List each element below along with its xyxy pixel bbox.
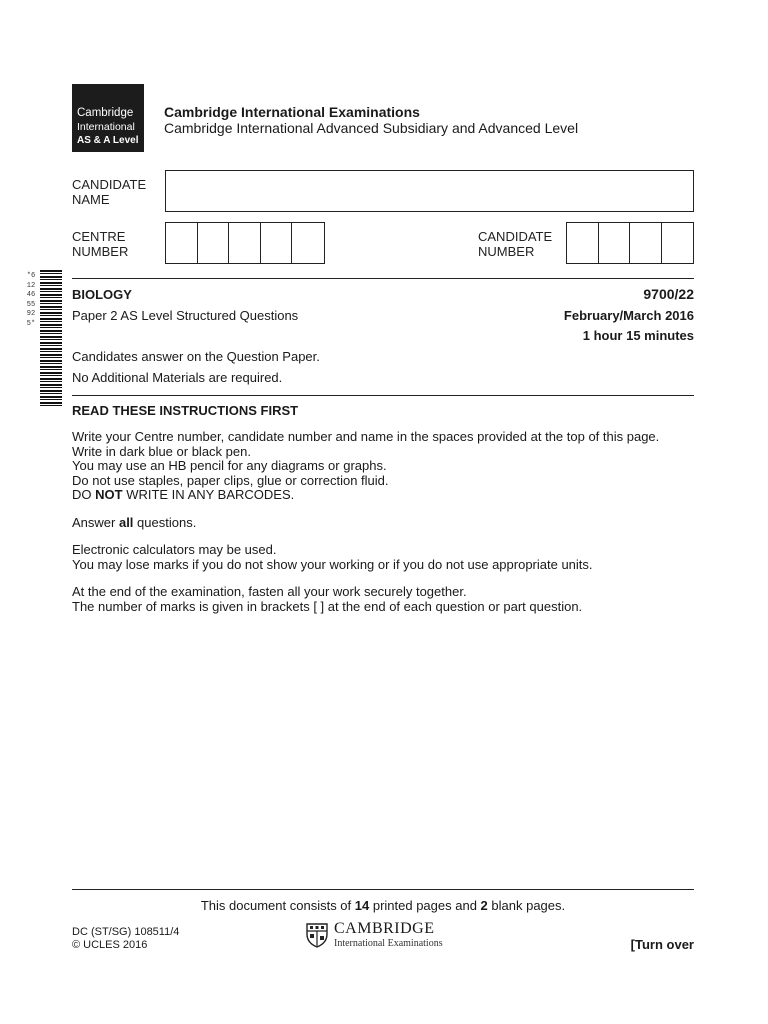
logo-line-1: Cambridge [77, 107, 134, 119]
centre-number-label [72, 229, 128, 259]
instruction-emphasis: all [118, 514, 134, 530]
centre-number-label-line2: NUMBER [72, 244, 129, 259]
centre-number-label-line1: CENTRE [72, 229, 126, 244]
candidate-number-boxes [566, 222, 694, 264]
cambridge-crest-icon [305, 922, 329, 948]
cambridge-as-a-level-logo [72, 84, 144, 152]
candidate-name-label-line2: NAME [72, 192, 110, 207]
page-count-text: printed pages and [369, 898, 481, 913]
instructions-paragraph-1 [72, 430, 712, 503]
candidate-number-digit-box[interactable] [567, 223, 599, 263]
page-count-note [72, 898, 694, 913]
document-reference [72, 926, 179, 952]
instruction-line: Electronic calculators may be used. [72, 542, 277, 557]
paper-code: 9700/22 [643, 286, 694, 302]
instructions-paragraph-4 [72, 585, 712, 614]
printed-pages-count: 14 [354, 898, 370, 913]
instruction-line: You may lose marks if you do not show your working or if you do not use appropriate units. [72, 556, 593, 572]
centre-number-boxes [165, 222, 325, 264]
candidate-name-label [72, 177, 146, 207]
instruction-text: questions. [133, 514, 197, 530]
candidate-number-digit-box[interactable] [662, 223, 693, 263]
candidate-number-digit-box[interactable] [599, 223, 631, 263]
instruction-line: Do not use staples, paper clips, glue or correction fluid. [72, 472, 389, 488]
centre-number-digit-box[interactable] [229, 223, 261, 263]
instructions-paragraph-2 [72, 516, 712, 531]
candidate-name-label-line1: CANDIDATE [72, 177, 147, 192]
exam-session: February/March 2016 [563, 308, 694, 323]
instruction-line [72, 516, 712, 531]
instruction-line: Write in dark blue or black pen. [72, 443, 251, 459]
instruction-line: The number of marks is given in brackets [ ] at the end of each question or part question. [72, 598, 583, 614]
candidate-number-label-line1: CANDIDATE [478, 229, 553, 244]
answer-instruction: Candidates answer on the Question Paper. [72, 349, 320, 364]
instruction-line [72, 488, 712, 503]
divider-bottom [72, 889, 694, 890]
blank-pages-count: 2 [480, 898, 488, 913]
logo-line-2: International [77, 121, 135, 133]
instruction-text: DO [72, 487, 96, 502]
instructions-paragraph-3 [72, 543, 712, 572]
page-count-text: This document consists of [200, 898, 355, 913]
candidate-number-digit-box[interactable] [630, 223, 662, 263]
exam-board-subtitle: Cambridge International Advanced Subsidiary and Advanced Level [164, 120, 579, 136]
subject-label: BIOLOGY [72, 287, 132, 302]
reference-code: DC (ST/SG) 108511/4 [72, 926, 180, 938]
divider-middle [72, 395, 694, 396]
instruction-line: You may use an HB pencil for any diagrams or graphs. [72, 458, 387, 473]
cambridge-wordmark-subtitle: International Examinations [334, 938, 443, 949]
candidate-number-label-line2: NUMBER [478, 244, 535, 259]
barcode [40, 270, 62, 406]
centre-number-digit-box[interactable] [198, 223, 230, 263]
page-count-text: blank pages. [487, 898, 566, 913]
materials-note: No Additional Materials are required. [72, 370, 283, 385]
instruction-text: WRITE IN ANY BARCODES. [122, 487, 295, 502]
instruction-line: At the end of the examination, fasten all your work securely together. [72, 584, 467, 599]
exam-duration: 1 hour 15 minutes [582, 328, 694, 343]
turn-over-note: [Turn over [630, 937, 694, 952]
exam-board-title: Cambridge International Examinations [164, 104, 420, 120]
candidate-number-label [478, 229, 552, 259]
cambridge-wordmark: CAMBRIDGE [334, 920, 435, 937]
instruction-emphasis: NOT [95, 487, 123, 502]
instructions-heading: READ THESE INSTRUCTIONS FIRST [72, 403, 299, 418]
logo-line-3: AS & A Level [77, 135, 139, 146]
centre-number-digit-box[interactable] [292, 223, 324, 263]
instruction-text: Answer [72, 514, 119, 530]
centre-number-digit-box[interactable] [261, 223, 293, 263]
candidate-name-field[interactable] [165, 170, 694, 212]
instructions-body [72, 430, 712, 627]
centre-number-digit-box[interactable] [166, 223, 198, 263]
copyright-notice: © UCLES 2016 [72, 939, 148, 951]
instruction-line: Write your Centre number, candidate number and name in the spaces provided at the top of this page. [72, 429, 660, 444]
paper-name: Paper 2 AS Level Structured Questions [72, 308, 299, 323]
divider-top [72, 278, 694, 279]
barcode-digits: *6124655925* [26, 272, 36, 328]
